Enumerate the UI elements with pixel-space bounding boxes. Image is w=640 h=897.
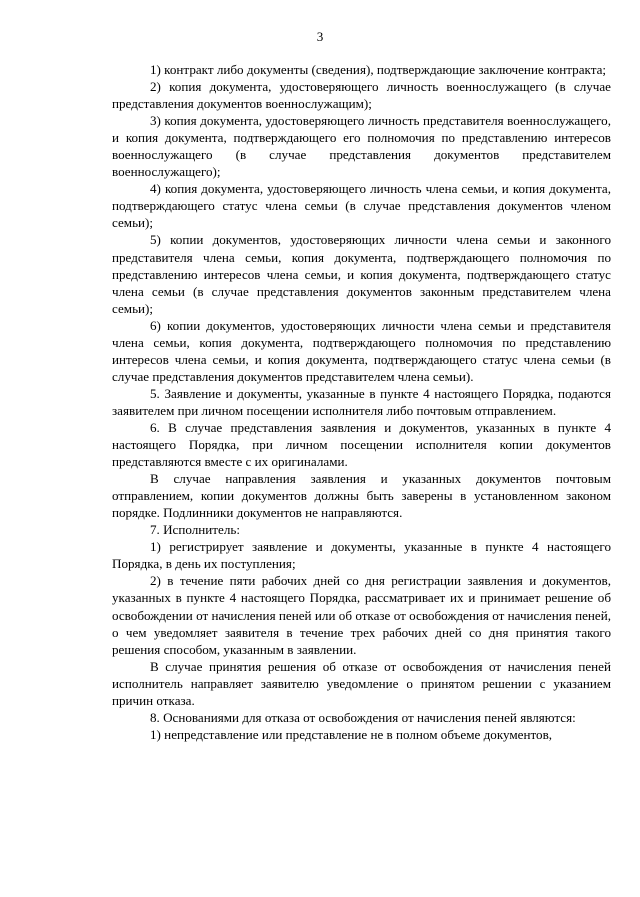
paragraph-clause-8-heading: 8. Основаниями для отказа от освобождения от начисления пеней являются: [150, 709, 576, 725]
paragraph-item-3: 3) копия документа, удостоверяющего личность представителя военнослужащего, и копия документа, подтверждающего его полномочия по представлению интересов военнослужащего (в случае представления документов представителем военнослужащего); [112, 113, 611, 180]
paragraph-postal-submission: В случае направления заявления и указанных документов почтовым отправлением, копии документов должны быть заверены в установленном законом порядке. Подлинники документов не направляются. [112, 471, 611, 521]
paragraph-clause-6: 6. В случае представления заявления и документов, указанных в пункте 4 настоящего Порядка, при личном посещении исполнителя копии документов представляются вместе с их оригиналами. [112, 419, 611, 470]
paragraph-refusal-notice: В случае принятия решения об отказе от освобождения от начисления пеней исполнитель направляет заявителю уведомление о принятом решении с указанием причин отказа. [112, 658, 611, 708]
paragraph-item-6: 6) копии документов, удостоверяющих личности члена семьи и представителя члена семьи, копия документа, подтверждающего полномочия по представлению интересов члена семьи, и копия документа, подтверждающего статус члена семьи (в случае представления документов представителем члена семьи). [112, 317, 611, 384]
paragraph-clause-7-item-1: 1) регистрирует заявление и документы, указанные в пункте 4 настоящего Порядка, в день их поступления; [112, 539, 611, 572]
paragraph-item-4: 4) копия документа, удостоверяющего личность члена семьи, и копия документа, подтверждающего статус члена семьи (в случае представления документов членом семьи); [112, 181, 611, 231]
paragraph-item-1: 1) контракт либо документы (сведения), подтверждающие заключение контракта; [150, 62, 607, 77]
paragraph-clause-8-item-1: 1) непредставление или представление не в полном объеме документов, [150, 726, 553, 742]
document-body [112, 61, 611, 743]
paragraph-clause-7-heading: 7. Исполнитель: [150, 522, 240, 538]
paragraph-item-5: 5) копии документов, удостоверяющих личности члена семьи и законного представителя члена семьи, копия документа, подтверждающего полномочия по представлению интересов члена семьи, и копия документа, подтверждающего статус члена семьи (в случае представления документов законным представителем члена семьи); [112, 232, 611, 316]
paragraph-clause-7-item-2: 2) в течение пяти рабочих дней со дня регистрации заявления и документов, указанных в пункте 4 настоящего Порядка, рассматривает их и принимает решение об освобождении от начисления пеней или об отказе от освобождения от начисления пеней, о чем уведомляет заявителя в течение трех рабочих дней со дня принятия такого решения способом, указанным в заявлении. [112, 573, 611, 657]
paragraph-item-2: 2) копия документа, удостоверяющего личность военнослужащего (в случае представления документов военнослужащим); [112, 79, 611, 112]
page-number: 3 [316, 29, 324, 44]
paragraph-clause-5: 5. Заявление и документы, указанные в пункте 4 настоящего Порядка, подаются заявителем при личном посещении исполнителя либо почтовым отправлением. [112, 385, 611, 418]
